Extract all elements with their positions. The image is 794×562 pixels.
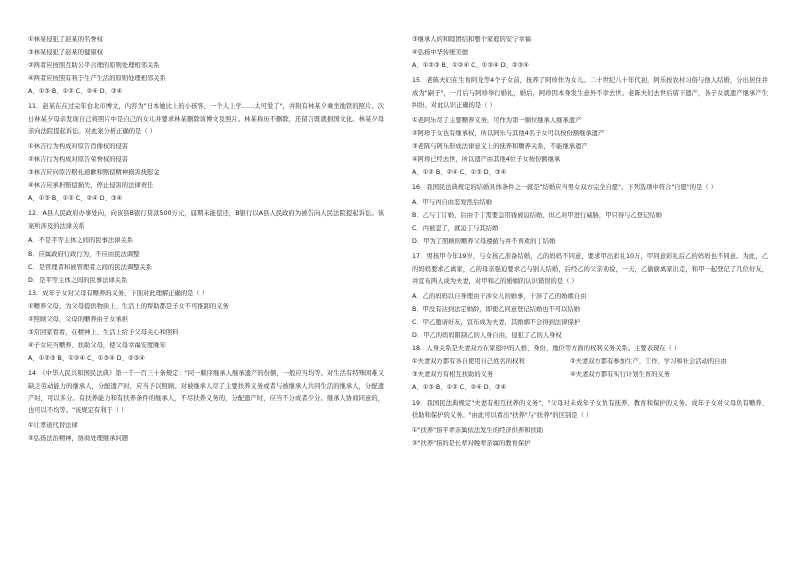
option-line: ①"扶养"指平辈亲属依法发生的经济供养和扶助: [412, 426, 544, 434]
option-text: ④夫妻双方都有实行计划生育的义务: [570, 371, 671, 379]
option-line: ②"扶养"指的是长辈对晚辈亲属的教育保护: [412, 439, 531, 447]
option-line: ②弘扬法治精神，协商处理继承问题: [28, 435, 129, 443]
option-pair: [412, 358, 768, 367]
option-text: ③夫妻双方有相互扶助的义务: [412, 371, 494, 379]
answer-choices: A、①③ B、①② C、②④ D、③④: [28, 195, 123, 203]
option-pair: [412, 371, 768, 380]
option-line: ②林吉行为构成对原告荣誉权的侵害: [28, 155, 129, 163]
option-line: ④林吉应承担赔偿损失，停止侵害的法律责任: [28, 182, 154, 190]
option-line: ④弘扬中华传统美德: [412, 49, 469, 57]
question-11-stem: 11．赵某在在过完年台北市博文，内容为"日本她比上的小孩客，一个人上学……太可爱了"，并附有林某夕乘坐地铁的照片。次日林某夕母亲发现自己将照片中是自己的女儿并要求林某删除该博文及照片。林某称历不删除，还留言既就捐国文化。林某夕母亲向法院提起诉讼。对此案分析正确的是（ ）: [28, 103, 384, 135]
option-line: A．甲与丙自由恋爱然后结婚: [412, 199, 492, 206]
option-line: B．应属政府行政行为，不应由民法调整: [28, 250, 140, 258]
option-line: ①林吉行为构成对原告肖像权的侵害: [28, 142, 129, 150]
option-line: ③老陈与阿乐形成法律意义上的抚养和赡养关系，不能继承遗产: [412, 142, 588, 150]
option-text: ②夫妻双方都有参加生产、工作、学习和社会活动的自由: [570, 358, 727, 366]
option-line: ③常回家看看，在精神上、生活上给予父母关心和照料: [28, 329, 179, 337]
option-line: B．乙与丁订婚，后由于丁需要急用钱被迫结婚，但乙对甲进行威胁，甲只得与乙登记结婚: [412, 212, 662, 220]
question-19-stem: 19．我国民法典规定"夫妻有相互扶养的义务"，"父母对未成年子女负有抚养、教育和保护的义务。成年子女对父母负有赡养、扶助和保护的义务。"由此可以看出"扶养"与"扶养"的区别是（ ）: [412, 399, 768, 419]
question-17-stem: 17．男孩甲今年19岁，与女孩乙准备结婚，乙的妈妈不同意，要求甲出彩礼10万，甲同意彩礼后乙的妈妈也不同意。为此，乙的妈妈要求乙离家，乙的母亲强迫要求乙与别人结婚，后经乙的父亲劝说，一天，乙偷偷离家出走，和甲一起登记了几位好友，并宣布两人成为夫妻，对甲和乙的婚姻的认识错误的是（ ）: [412, 253, 768, 285]
option-line: ②阿珍于女也有继承权，所以阿乐与其他4名子女可以按份额继承遗产: [412, 129, 605, 137]
option-text: ①夫妻双方都有各自使用自己姓名的权利: [412, 358, 525, 366]
question-13-stem: 13．成年子女对父母有赡养的义务，下面对此理解正确的是（ ）: [28, 289, 209, 297]
option-line: A．不是平等主体之间的民事法律关系: [28, 237, 134, 245]
answer-choices: A、①②③ B、①②④ C、①③④ D、②③④: [412, 62, 529, 70]
option-line: B．甲没有达到法定婚龄，即使乙同意登记结婚也不可以结婚: [412, 305, 581, 313]
option-line: ③林吉应向原告赔礼道歉和赔偿精神损害抚慰金: [28, 169, 160, 177]
option-line: ①赡养父母，为父母提供物质上、生活上的帮助都是子女不可推卸的义务: [28, 302, 229, 310]
option-line: ①林某侵犯了赵某的名誉权: [28, 36, 103, 43]
answer-choices: A、①③ B、①② C、②④ D、③④: [28, 88, 123, 96]
question-15-stem: 15．老陈夫妇在生育阿龙等4个子女前，抚养了阿珍作为女儿。二十世纪八十年代初，阿乐按农村习俗与他人结婚，分出居住并成为"嗣子"，一月后与阿珍举行婚礼，婚后，阿珍因本身发生意外不幸去世。老陈夫妇去世后留下遗产，各子女就遗产继承产生纠纷。对此认识正确的是（ ）: [412, 77, 768, 109]
option-line: D．甲为了照顾的赡养父母遵循与并不喜欢的丁结婚: [412, 238, 556, 246]
option-line: D．是平等主体之间的民事法律关系: [28, 276, 128, 284]
option-line: ③林某侵犯了赵某的健康权: [28, 49, 103, 57]
option-line: C．是管理者和被管理者之间的民法调整关系: [28, 263, 153, 271]
answer-choices: A、①③ B、①② C、②④ D、③④: [412, 384, 507, 392]
option-line: ③继承人的和睦团结和整个家庭的安宁幸福: [412, 36, 531, 43]
right-column: [412, 36, 768, 453]
option-line: ④阿珍已经去世，所以遗产由其他4位子女按份额继承: [412, 155, 561, 163]
option-line: D．甲乙的妈妈限制乙的人身自由，侵犯了乙的人身权: [412, 332, 562, 340]
question-12-stem: 12．A县人民政府办事处向，向该县B银行贷款500万元，届期未能偿还，B银行以A县人民政府为被告向人民法院提起诉讼。该案所涉及的法律关系: [28, 210, 384, 230]
option-line: ④两者应按照有利于生产生活的原则处理相邻关系: [28, 75, 166, 83]
option-line: ④子女应当赡养、扶助父母，使父母幸福安度晚年: [28, 342, 166, 350]
question-16-stem: 16．我国民法典规定的结婚具体条件之一就是"结婚应当男女双方完全自愿"。下列选项中符合"自愿"的是（ ）: [412, 184, 717, 192]
left-column: [28, 36, 384, 448]
answer-choices: A、①②③ B、①②④ C、①③④ D、②③④: [28, 355, 145, 363]
option-line: ②两者应按照互助公平合理的原则处理相邻关系: [28, 62, 160, 70]
option-line: C．丙被忽了，就迫丁与其结婚: [412, 225, 499, 233]
option-line: A．乙的妈妈以自身理由干涉女儿的婚事，干涉了乙的婚姻自由: [412, 292, 587, 300]
option-line: ①老阿乐尽了主要赡养义务，可作为第一顺位继承人继承遗产: [412, 116, 582, 124]
question-14-stem: 14．《中华人民共和国民法典》第一千一百三十条规定："同一顺序继承人继承遗产的份额，一般应当均等。对生活有特殊困难又缺乏劳动能力的继承人，分配遗产时，应当予以照顾。对被继承人尽了主要扶养义务或者与被继承人共同生活的继承人，分配遗产时，可以多分。有扶养能力和有扶养条件的继承人，不尽扶养义务的，分配遗产时，应当不分或者少分。继承人协商同意的，也可以不均等。"该规定有利于（ ）: [28, 370, 384, 415]
option-line: ①让孝道代替法律: [28, 422, 78, 430]
option-line: C．甲乙邀请好友，宣布成为夫妻，其婚姻不会得到法律保护: [412, 318, 581, 326]
question-18-stem: 18．人身关系是夫妻双方在家庭中的人格、身份、地位等方面的权利义务关系。主要表现在（ ）: [412, 345, 681, 353]
answer-choices: A、①② B、②④ C、①③ D、③④: [412, 169, 507, 177]
option-line: ②照顾父母，父母的赡养由子女承担: [28, 316, 129, 324]
